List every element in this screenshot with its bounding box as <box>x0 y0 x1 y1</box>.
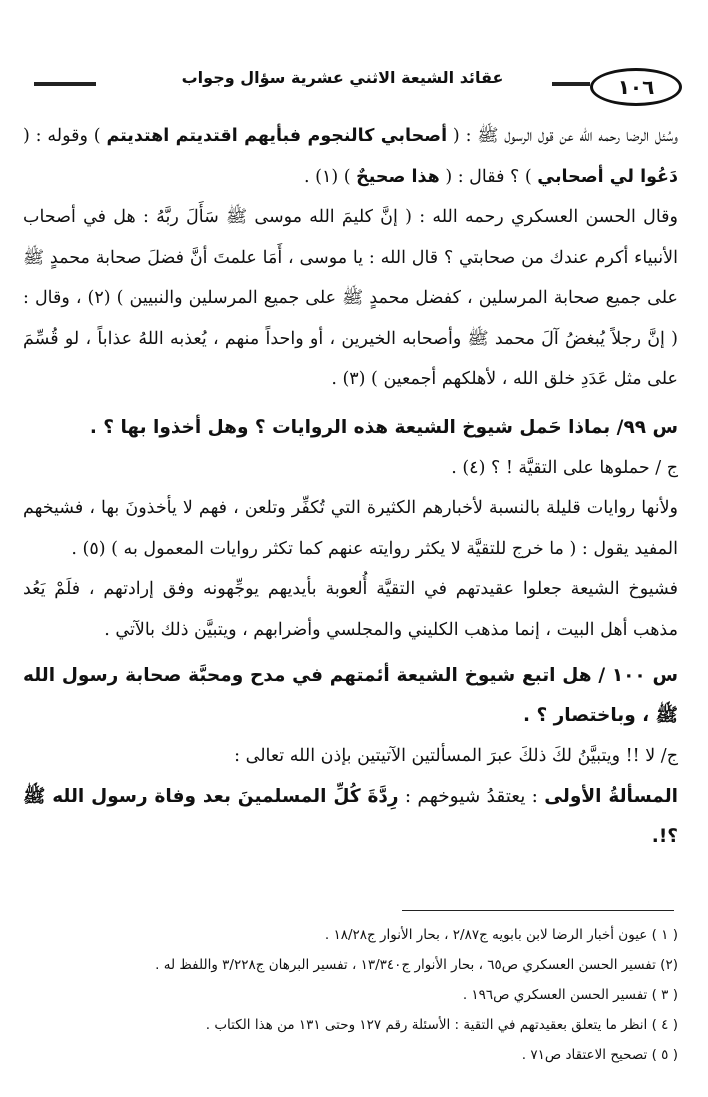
footnote-5: ( ٥ ) تصحيح الاعتقاد ص٧١ . <box>521 1047 678 1063</box>
paragraph-rida: وسُئل الرضا رحمه الله عن قول الرسول ﷺ : ( أصحابي كالنجوم فبأيهم اقتديتم اهتديتم ) وقوله : ( دَعُوا لي أصحابي ) ؟ فقال : ( هذا صحيحٌ ) (١) . <box>23 126 679 187</box>
paragraph-mufid: ولأنها روايات قليلة بالنسبة لأخبارهم الكثيرة التي تُكفِّر وتلعن ، فهم لا يأخذونَ بها ، فشيخهم المفيد يقول : ( ما خرج للتقيَّة لا يكثر روايته عنهم كما تكثر روايات المعمول به ) (٥) . <box>23 498 678 559</box>
footnote-4: ( ٤ ) انظر ما يتعلق بعقيدتهم في التقية : الأسئلة رقم ١٢٧ وحتى ١٣١ من هذا الكتاب . <box>205 1017 678 1033</box>
main-text <box>23 116 678 857</box>
header-rule-left <box>34 82 96 86</box>
answer-99: ج / حملوها على التقيَّة ! ؟ (٤) . <box>451 457 678 478</box>
page-header <box>20 62 680 108</box>
footnote-1: ( ١ ) عيون أخبار الرضا لابن بابويه ج٢/٨٧ ، بحار الأنوار ج١٨/٢٨ . <box>324 927 678 943</box>
running-title: عقائد الشيعة الاثني عشرية سؤال وجواب <box>181 68 504 87</box>
question-100: س ١٠٠ / هل اتبع شيوخ الشيعة أئمتهم في مدح ومحبَّة صحابة رسول الله ﷺ ، وباختصار ؟ . <box>23 665 679 726</box>
paragraph-taqiyya: فشيوخ الشيعة جعلوا عقيدتهم في التقيَّة أُلعوبة بأيديهم يوجِّهونه وفق إرادتهم ، فلَمْ يَعُد مذهب أهل البيت ، إنما مذهب الكليني والمجلسي وأضرابهم ، ويتبيَّن ذلك بالآتي . <box>23 579 678 640</box>
footnote-2: (٢) تفسير الحسن العسكري ص٦٥ ، بحار الأنوار ج١٣/٣٤٠ ، تفسير البرهان ج٣/٢٢٨ واللفظ له . <box>155 957 678 973</box>
footnotes <box>23 920 678 1070</box>
page-number: ١٠٦ <box>590 68 682 106</box>
footnote-3: ( ٣ ) تفسير الحسن العسكري ص١٩٦ . <box>462 987 678 1003</box>
answer-100: ج/ لا !! ويتبيَّنُ لكَ ذلكَ عبرَ المسألتين الآتيتين بإذن الله تعالى : <box>234 746 678 766</box>
first-issue-heading: المسألةُ الأولى : يعتقدُ شيوخهم : رِدَّةَ كُلِّ المسلمينَ بعد وفاة رسول الله ﷺ ؟!. <box>23 785 678 847</box>
paragraph-askari: وقال الحسن العسكري رحمه الله : ( إنَّ كليمَ الله موسى ﷺ سَأَلَ ربَّهُ : هل في أصحاب الأنبياء أكرم عندك من صحابتي ؟ قال الله : يا موسى ، أَمَا علمتَ أنَّ فضلَ صحابة محمدٍ ﷺ على جميع صحابة المرسلين ، كفضل محمدٍ ﷺ على جميع المرسلين والنبيين ) (٢) ، وقال : ( إنَّ رجلاً يُبغضُ آلَ محمد ﷺ وأصحابه الخيرين ، أو واحداً منهم ، يُعذبه اللهُ عذاباً ، لو قُسِّمَ على مثل عَدَدِ خلق الله ، لأهلكهم أجمعين ) (٣) . <box>23 207 678 389</box>
footnote-separator <box>402 910 674 911</box>
question-99: س ٩٩/ بماذا حَمل شيوخ الشيعة هذه الروايات ؟ وهل أخذوا بها ؟ . <box>89 416 678 438</box>
